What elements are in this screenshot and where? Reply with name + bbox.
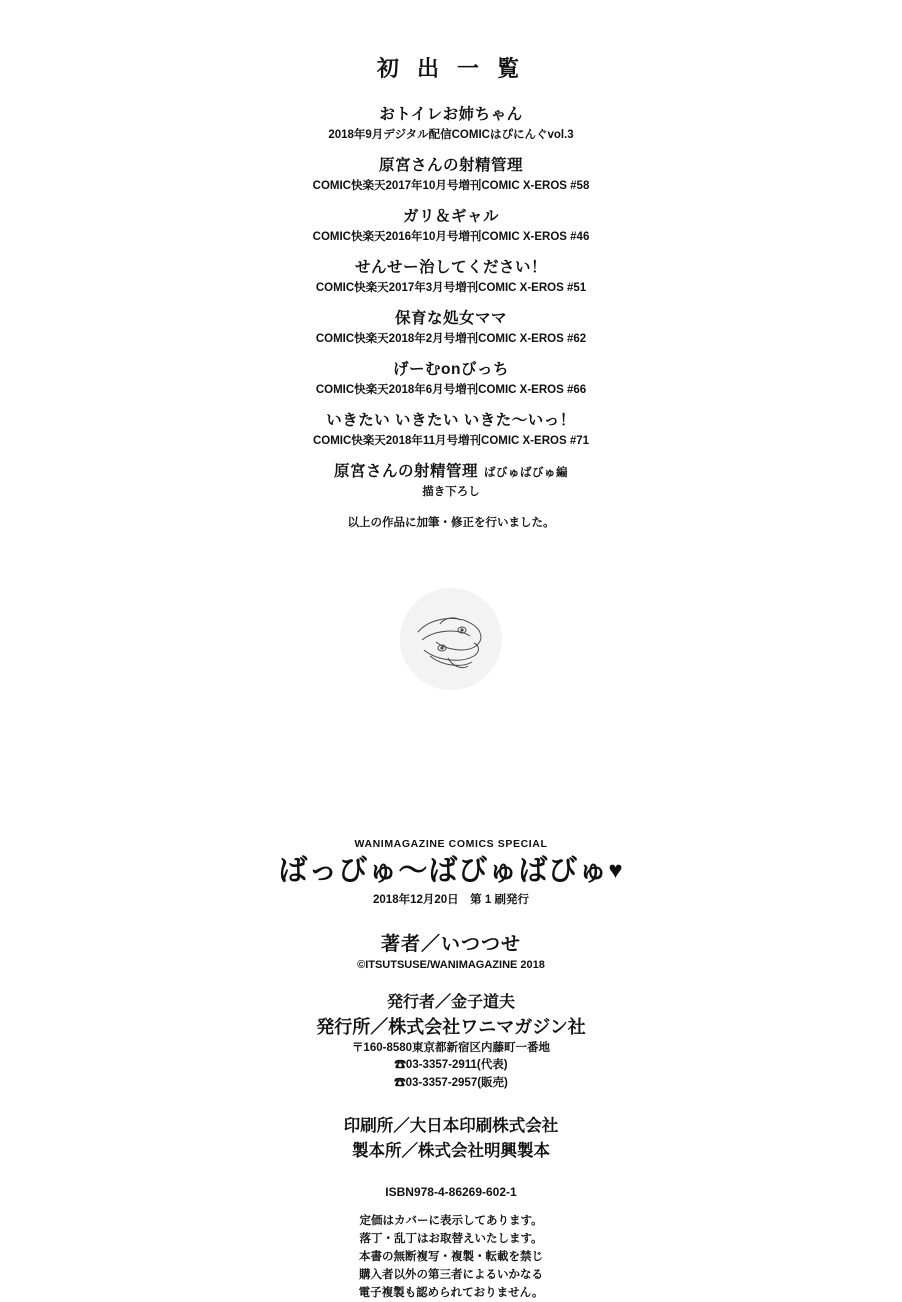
publisher-person: 発行者／金子道夫 — [386, 993, 515, 1011]
credit-title: ガリ＆ギャル — [402, 208, 499, 226]
credit-entry — [0, 258, 902, 296]
publisher-tel-main: ☎03-3357-2911(代表) — [394, 1059, 508, 1072]
binder-line: 製本所／株式会社明興製本 — [352, 1141, 550, 1160]
credits-note: 以上の作品に加筆・修正を行いました。 — [347, 517, 555, 530]
heart-icon: ♥ — [608, 857, 624, 884]
credit-entry — [0, 207, 902, 245]
credit-title-main: 原宮さんの射精管理 — [333, 463, 478, 481]
printer-line: 印刷所／大日本印刷株式会社 — [343, 1116, 559, 1135]
legal-note-line: 本書の無断複写・複製・転載を禁じ — [359, 1251, 543, 1264]
credit-title-sub: ばびゅばびゅ編 — [484, 467, 568, 480]
credit-source: COMIC快楽天2017年3月号増刊COMIC X-EROS #51 — [315, 281, 587, 294]
credit-entry — [0, 105, 902, 143]
credit-title: いきたい いきたい いきた〜いっ！ — [326, 412, 576, 430]
publisher-company: 発行所／株式会社ワニマガジン社 — [316, 1017, 586, 1038]
credit-entry — [0, 411, 902, 449]
publisher-logo-icon — [400, 588, 502, 690]
legal-note-line: 定価はカバーに表示してあります。 — [359, 1215, 543, 1228]
legal-note-line: 落丁・乱丁はお取替えいたします。 — [359, 1233, 543, 1246]
publisher-tel-sales: ☎03-3357-2957(販売) — [394, 1076, 508, 1089]
credit-title: おトイレお姉ちゃん — [379, 106, 523, 123]
publisher-address: 〒160-8580東京都新宿区内藤町一番地 — [351, 1042, 551, 1055]
copyright-line: ©ITSUTSUSE/WANIMAGAZINE 2018 — [357, 958, 545, 971]
credit-title: せんせー治してください！ — [354, 259, 547, 277]
legal-note-line: 電子複製も認められておりません。 — [358, 1286, 544, 1299]
credit-source: COMIC快楽天2017年10月号増刊COMIC X-EROS #58 — [312, 179, 590, 192]
credit-entry — [0, 309, 902, 347]
credit-title: げーむonびっち — [393, 361, 509, 379]
book-title-text: ばっびゅ〜ばびゅばびゅ — [278, 855, 609, 887]
credit-source: 2018年9月デジタル配信COMICはぴにんぐvol.3 — [328, 128, 574, 141]
credit-source: COMIC快楽天2018年11月号増刊COMIC X-EROS #71 — [312, 435, 590, 448]
credit-title: 原宮さんの射精管理 — [378, 157, 523, 175]
credit-title — [0, 462, 902, 483]
credit-entry — [0, 360, 902, 398]
credits-section — [0, 52, 902, 530]
book-title — [0, 856, 902, 888]
credit-entry — [0, 462, 902, 500]
series-label: WANIMAGAZINE COMICS SPECIAL — [354, 838, 548, 850]
publish-date: 2018年12月20日 第 1 刷発行 — [373, 893, 529, 906]
legal-note-line: 購入者以外の第三者によるいかなる — [359, 1268, 543, 1281]
credits-heading: 初 出 一 覧 — [376, 56, 526, 81]
legal-notes — [0, 1213, 902, 1302]
isbn-number: ISBN978-4-86269-602-1 — [385, 1185, 517, 1200]
credit-title: 保育な処女ママ — [394, 310, 507, 328]
logo-area — [0, 588, 902, 690]
author-line: 著者／いつつせ — [380, 933, 521, 955]
credit-source: 描き下ろし — [422, 486, 480, 499]
colophon-section — [0, 838, 902, 1302]
credit-source: COMIC快楽天2018年6月号増刊COMIC X-EROS #66 — [315, 384, 587, 396]
credit-source: COMIC快楽天2018年2月号増刊COMIC X-EROS #62 — [315, 332, 587, 345]
credit-entry — [0, 156, 902, 194]
credit-source: COMIC快楽天2016年10月号増刊COMIC X-EROS #46 — [312, 230, 590, 243]
